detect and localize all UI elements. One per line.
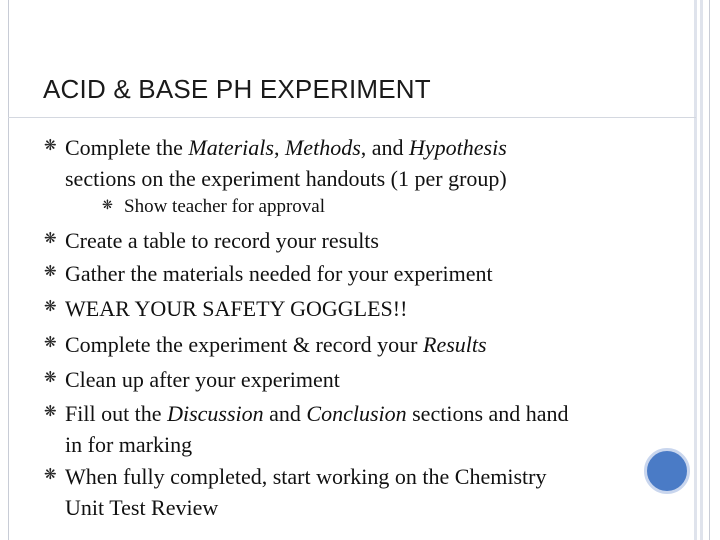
list-item-text [65,132,507,163]
plain-text: WEAR YOUR SAFETY GOGGLES!! [65,296,408,321]
list-item-text [65,225,379,256]
flower-bullet-icon: ❋ [44,402,57,420]
list-item-text [65,293,407,324]
plain-text: Show teacher for approval [124,196,326,217]
flower-bullet-icon: ❋ [44,229,57,247]
emphasis-text: Hypothesis [409,135,507,160]
decorative-circle [644,448,690,494]
title-divider [8,117,696,118]
plain-text: Clean up after your experiment [65,367,340,392]
plain-text: in for marking [65,432,193,457]
plain-text: Create a table to record your results [65,228,379,253]
list-item-text [65,258,493,289]
flower-bullet-icon: ❋ [44,136,57,154]
slide-title: ACID & BASE PH EXPERIMENT [43,74,431,104]
plain-text: Fill out the [65,401,168,426]
list-item-text [65,429,192,460]
plain-text: Complete the experiment & record your [65,332,423,357]
list-item-text [65,163,507,194]
plain-text: Gather the materials needed for your experiment [65,261,493,286]
flower-bullet-icon: ❋ [102,198,113,213]
plain-text: Unit Test Review [65,495,219,520]
emphasis-text: Discussion [167,401,264,426]
plain-text: , and [360,135,410,160]
plain-text: Complete the [65,135,189,160]
list-item-text [65,461,546,492]
plain-text: , [273,135,285,160]
emphasis-text: Materials [188,135,274,160]
list-item-text [65,398,569,429]
emphasis-text: Results [423,332,487,357]
slide-edge-strip [694,0,697,540]
emphasis-text: Methods [284,135,361,160]
plain-text: sections and hand [406,401,569,426]
flower-bullet-icon: ❋ [44,262,57,280]
emphasis-text: Conclusion [306,401,407,426]
slide-edge-strip [700,0,703,540]
flower-bullet-icon: ❋ [44,333,57,351]
list-item-text [65,329,487,360]
list-item-text [65,492,218,523]
plain-text: When fully completed, start working on the Chemistry [65,464,547,489]
flower-bullet-icon: ❋ [44,368,57,386]
plain-text: sections on the experiment handouts (1 per group) [65,166,507,191]
list-item-text [124,194,325,220]
flower-bullet-icon: ❋ [44,297,57,315]
list-item-text [65,364,340,395]
flower-bullet-icon: ❋ [44,465,57,483]
plain-text: and [263,401,307,426]
